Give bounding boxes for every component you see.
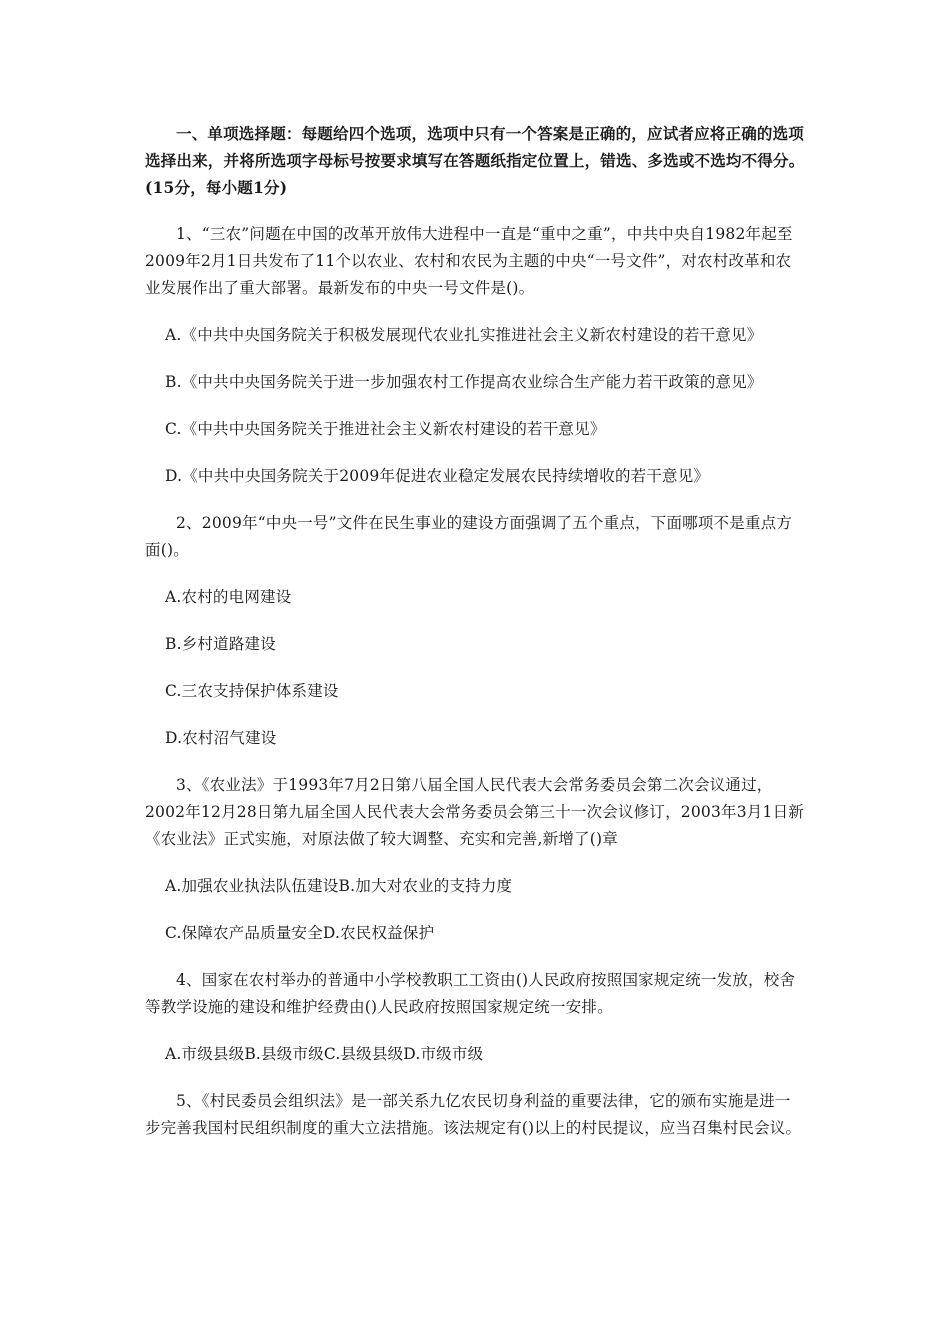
question-2-option-d: D.农村沼气建设 [165, 729, 277, 747]
question-1-option-d: D.《中共中央国务院关于2009年促进农业稳定发展农民持续增收的若干意见》 [165, 467, 710, 485]
question-4-options: A.市级县级B.县级市级C.县级县级D.市级市级 [165, 1045, 484, 1063]
question-block-5 [145, 1088, 805, 1142]
question-block-3 [145, 772, 805, 947]
document-body [145, 120, 805, 1162]
question-2-text: 2、2009年“中央一号”文件在民生事业的建设方面强调了五个重点，下面哪项不是重点方面()。 [145, 514, 793, 559]
question-1-option-b: B.《中共中央国务院关于进一步加强农村工作提高农业综合生产能力若干政策的意见》 [165, 373, 763, 391]
question-1-option-c: C.《中共中央国务院关于推进社会主义新农村建设的若干意见》 [165, 420, 606, 438]
question-5-text: 5、《村民委员会组织法》是一部关系九亿农民切身利益的重要法律，它的颁布实施是进一步完善我国村民组织制度的重大立法措施。该法规定有()以上的村民提议，应当召集村民会议。 [145, 1092, 802, 1137]
section-heading: 一、单项选择题：每题给四个选项，选项中只有一个答案是正确的，应试者应将正确的选项选择出来，并将所选项字母标号按要求填写在答题纸指定位置上，错选、多选或不选均不得分。(15分，每小题1分) [145, 124, 805, 197]
question-2-option-b: B.乡村道路建设 [165, 635, 276, 653]
question-4-text: 4、国家在农村举办的普通中小学校教职工工资由()人民政府按照国家规定统一发放，校舍等教学设施的建设和维护经费由()人民政府按照国家规定统一安排。 [145, 971, 796, 1016]
question-1-option-a: A.《中共中央国务院关于积极发展现代农业扎实推进社会主义新农村建设的若干意见》 [165, 326, 763, 344]
question-3-options-cd: C.保障农产品质量安全D.农民权益保护 [165, 924, 435, 942]
question-2-option-c: C.三农支持保护体系建设 [165, 682, 339, 700]
question-2-option-a: A.农村的电网建设 [165, 588, 292, 606]
question-1-text: 1、“三农”问题在中国的改革开放伟大进程中一直是“重中之重”，中共中央自1982年起至2009年2月1日共发布了11个以农业、农村和农民为主题的中央“一号文件”，对农村改革和农业发展作出了重大部署。最新发布的中央一号文件是()。 [145, 225, 793, 297]
question-3-text: 3、《农业法》于1993年7月2日第八届全国人民代表大会常务委员会第二次会议通过，2002年12月28日第九届全国人民代表大会常务委员会第三十一次会议修订，2003年3月1日新《农业法》正式实施，对原法做了较大调整、充实和完善,新增了()章 [145, 776, 804, 848]
question-block-2 [145, 510, 805, 752]
question-block-4 [145, 967, 805, 1068]
question-3-options-ab: A.加强农业执法队伍建设B.加大对农业的支持力度 [165, 877, 513, 895]
question-block-1 [145, 221, 805, 490]
